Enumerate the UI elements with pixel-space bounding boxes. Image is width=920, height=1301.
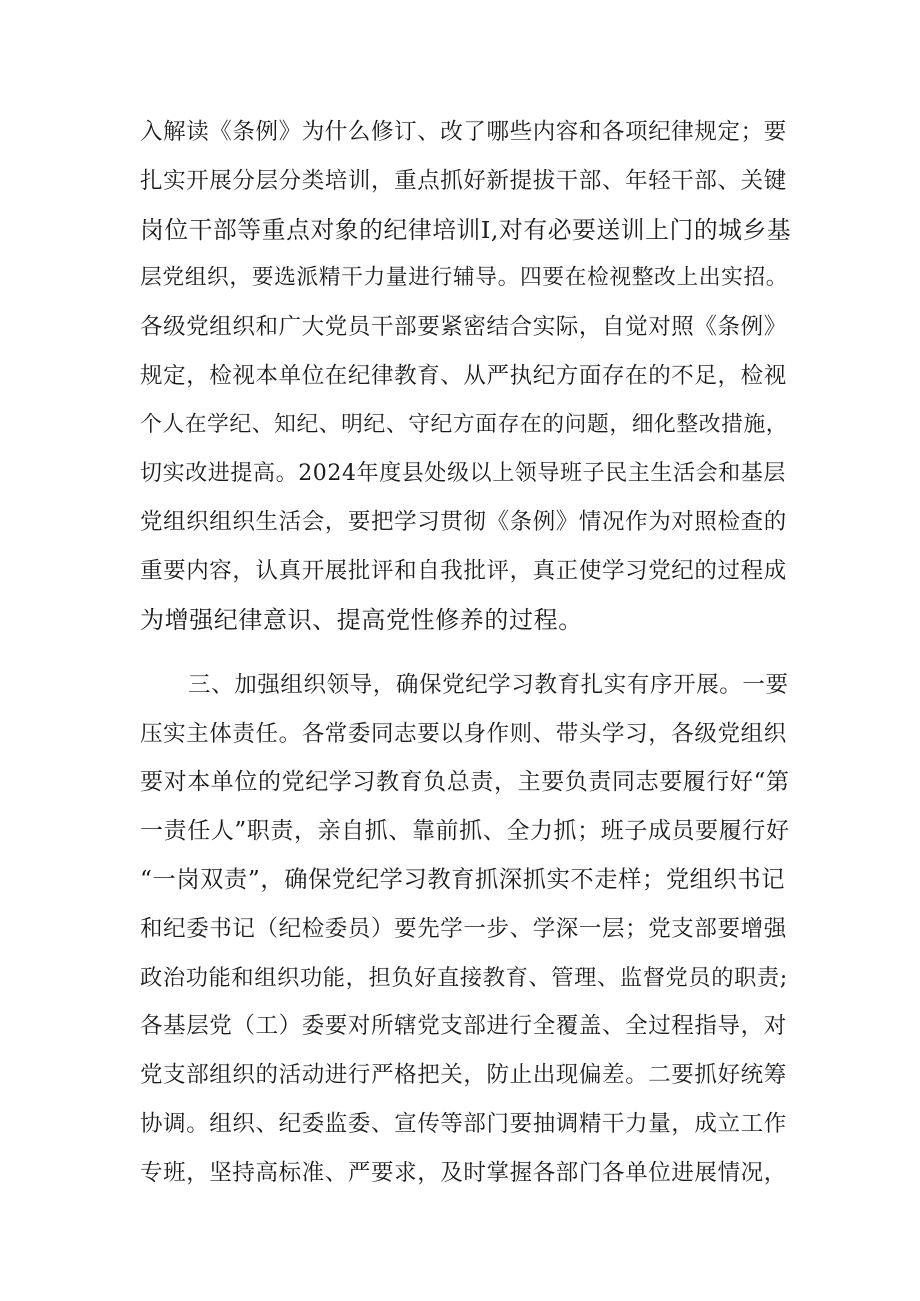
paragraph-line: 三、加强组织领导，确保党纪学习教育扎实有序开展。一要	[188, 671, 789, 698]
paragraph-line: 个人在学纪、知纪、明纪、守纪方面存在的问题，细化整改措施，	[140, 411, 789, 437]
paragraph-line: “一岗双责”，确保党纪学习教育抓深抓实不走样；党组织书记	[140, 865, 786, 893]
paragraph-line: 党组织组织生活会，要把学习贯彻《条例》情况作为对照检查的	[140, 509, 787, 536]
paragraph-line: 协调。组织、纪委监委、宣传等部门要抽调精干力量，成立工作	[140, 1110, 787, 1137]
paragraph-line: 政治功能和组织功能，担负好直接教育、管理、监督党员的职责;	[140, 964, 788, 991]
paragraph-line: 党支部组织的活动进行严格把关，防止出现偏差。二要抓好统筹	[140, 1062, 787, 1089]
paragraph-line: 和纪委书记（纪检委员）要先学一步、学深一层；党支部要增强	[140, 915, 787, 942]
paragraph-line: 层党组织，要选派精干力量进行辅导。四要在检视整改上出实招。	[140, 265, 789, 291]
paragraph-1	[140, 108, 790, 645]
paragraph-line: 各基层党（工）委要对所辖党支部进行全覆盖、全过程指导，对	[140, 1013, 787, 1040]
paragraph-line: 要对本单位的党纪学习教育负总责，主要负责同志要履行好“第	[140, 769, 790, 796]
paragraph-line: 岗位干部等重点对象的纪律培训I,对有必要送训上门的城乡基	[140, 215, 792, 244]
document-body	[140, 108, 790, 1198]
paragraph-line: 切实改进提高。2024年度县处级以上领导班子民主生活会和基层	[140, 460, 786, 486]
paragraph-line: 重要内容，认真开展批评和自我批评，真正使学习党纪的过程成	[140, 558, 787, 585]
paragraph-line: 一责任人”职责，亲自抓、靠前抓、全力抓；班子成员要履行好	[140, 818, 790, 845]
paragraph-line: 入解读《条例》为什么修订、改了哪些内容和各项纪律规定；要	[140, 119, 787, 145]
paragraph-line: 专班，坚持高标准、严要求，及时掌握各部门各单位进展情况，	[140, 1159, 787, 1186]
paragraph-line: 为增强纪律意识、提高党性修养的过程。	[140, 605, 583, 634]
paragraph-line: 规定，检视本单位在纪律教育、从严执纪方面存在的不足，检视	[140, 362, 787, 389]
paragraph-2	[140, 661, 790, 1198]
paragraph-line: 扎实开展分层分类培训，重点抓好新提拔干部、年轻干部、关键	[140, 167, 787, 194]
paragraph-line: 各级党组织和广大党员干部要紧密结合实际，自觉对照《条例》	[140, 314, 787, 341]
paragraph-line: 压实主体责任。各常委同志要以身作则、带头学习，各级党组织	[140, 720, 787, 747]
